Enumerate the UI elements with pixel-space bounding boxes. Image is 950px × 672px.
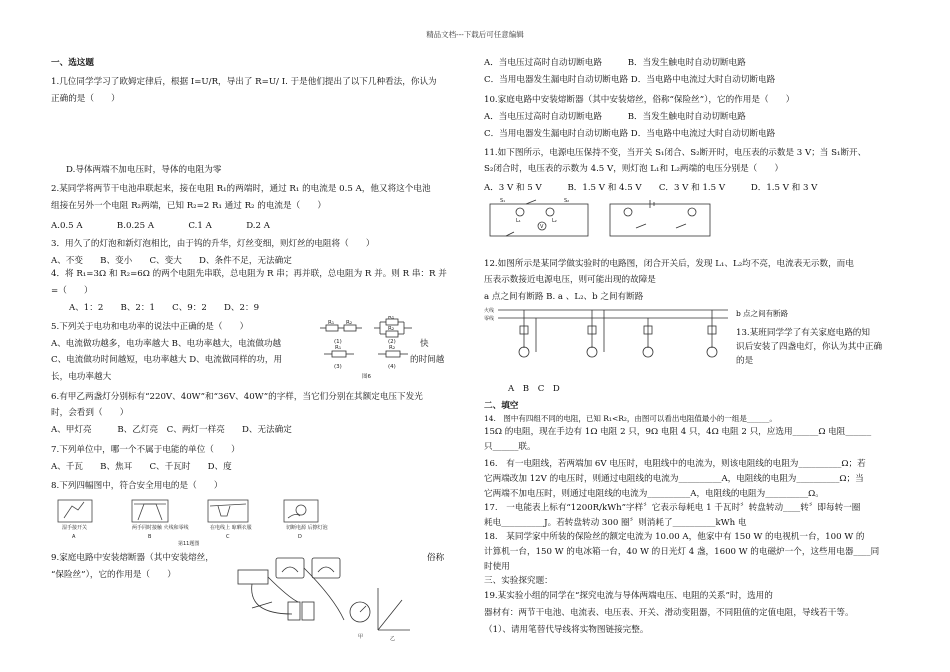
question-4-text-2: =（ ） (51, 286, 93, 296)
live-wire-label: 火线 (484, 308, 495, 314)
resistor-label: R₂ (389, 345, 396, 351)
question-9-text: 9.家庭电路中安装熔断器（其中安装熔丝， (51, 553, 214, 563)
question-7-text: 7.下列单位中，哪一个不属于电能的单位（ ） (51, 445, 240, 455)
question-3-options: A、不变 B、变小 C、变大 D、条件不足，无法确定 (51, 256, 292, 266)
safety-caption: 切断电源 后擦灯泡 (286, 525, 328, 531)
safety-letter: D (298, 534, 302, 540)
question-9-text-end: 俗称 (427, 553, 445, 563)
circuit-label: L₂ (552, 218, 557, 224)
safety-figure-caption: 第11题图 (178, 541, 200, 546)
question-4-text: 4．将 R₁=3Ω 和 R₂=6Ω 的两个电阻先串联，总电阻为 R 串；再并联，总电阻为 R 并。则 R 串：R 并 (51, 269, 447, 279)
resistor-label: R₂ (346, 320, 353, 326)
question-10-option-ab: A．当电压过高时自动切断电路 B．当发生触电时自动切断电路 (484, 112, 746, 122)
safety-caption: 湿手接开关 (62, 525, 88, 531)
safety-letter: B (148, 534, 152, 540)
question-5-option-d-end: 长，电功率越大 (51, 372, 112, 382)
apparatus-figure (232, 548, 418, 644)
question-2-text: 2.某同学将两节干电池串联起来，接在电阻 R₁的两端时，通过 R₁ 的电流是 0.5 A，他又将这个电池 (51, 184, 431, 194)
question-5-option-ab-end: 快 (420, 339, 429, 349)
question-6-text: 6.有甲乙两盏灯分别标有“220V、40W”和“36V、40W”的字样，当它们分别在其额定电压下发光 (51, 392, 423, 402)
circuit-label: S₁ (500, 198, 506, 204)
figure-sub-label: (1) (334, 339, 342, 345)
safety-caption: 在电线上 晾晒衣服 (210, 525, 252, 531)
question-1-text: 1.几位同学学习了欧姆定律后，根据 I=U/R，导出了 R=U/ I. 于是他们提出了以下几种看法，你认为 (51, 77, 437, 87)
question-1-text-2: 正确的是（ ） (51, 94, 120, 104)
question-10-option-cd: C．当用电器发生漏电时自动切断电路 D．当电路中电流过大时自动切断电路 (484, 129, 776, 139)
question-5-option-cd-end: 的时间越 (410, 355, 445, 365)
question-18-text: 18. 某同学家中所装的保险丝的额定电流为 10.00 A，他家中有 150 W 的电视机一台，100 W 的 (484, 532, 865, 542)
resistor-label: R₁ (328, 320, 335, 326)
question-19-text-2: 器材有：两节干电池、电流表、电压表、开关、滑动变阻器，不同阻值的定值电阻，导线若干等。 (484, 608, 854, 618)
question-12-option-b: b 点之间有断路 (736, 309, 789, 318)
question-6-options: A、甲灯亮 B、乙灯亮 C、两灯一样亮 D、无法确定 (51, 425, 292, 435)
question-2-options: A.0.5 A B.0.25 A C.1 A D.2 A (51, 221, 270, 231)
safety-pictures (52, 496, 342, 546)
question-11-options: A．3 V 和 5 V B．1.5 V 和 4.5 V C．3 V 和 1.5 V D．1.5 V 和 3 V (484, 183, 818, 193)
question-5-text: 5.下列关于电功和电功率的说法中正确的是（ ） (51, 322, 249, 332)
neutral-wire-label: 零线 (484, 316, 495, 322)
section-fill-title: 二、填空 (484, 401, 519, 411)
question-2-text-2: 组接在另外一个电阻 R₂两端，已知 R₂=2 R₁ 通过 R₂ 的电流是（ ） (51, 201, 326, 211)
question-3-text: 3．用久了的灯泡和新灯泡相比，由于钨的升华，灯丝变细，则灯丝的电阻将（ ） (51, 239, 375, 249)
question-9-text-2: “保险丝”），它的作用是（ ） (51, 570, 176, 580)
question-4-options: A、1：2 B、2：1 C、9：2 D、2：9 (69, 303, 260, 313)
page-header: 精品文档---下载后可任意编辑 (426, 30, 524, 39)
safety-caption: 两手同时接触 火线和零线 (132, 525, 189, 531)
safety-letter: A (72, 534, 76, 540)
question-5-option-cd: C、电流做功时间越短，电功率越大 D、电流做同样的功，用 (51, 355, 283, 365)
figure-sub-label: (2) (388, 339, 396, 345)
question-13-text-3: 的是 (736, 356, 754, 366)
question-16-text-2: 它两端改加 12V 的电压时，则通过电阻线的电流为__________A，电阻线的电阻为__________Ω；当 (484, 474, 864, 484)
question-11-text-2: S₂闭合时，电压表的示数为 4.5 V，则灯泡 L₁和 L₂两端的电压分别是（ ） (484, 164, 784, 174)
question-15-text: 15Ω 的电阻，现在手边有 1Ω 电阻 2 只，9Ω 电阻 4 只，4Ω 电阻 2 只，应选用______Ω 电阻______ (484, 427, 872, 437)
figure-caption: 图6 (362, 374, 371, 380)
apparatus-label: 乙 (390, 636, 396, 642)
resistor-label: R₂ (388, 326, 395, 332)
circuit-label: V (540, 224, 544, 230)
question-8-text: 8.下列四幅图中，符合安全用电的是（ ） (51, 481, 223, 491)
circuit-figure-right (606, 198, 718, 242)
question-14-text: 14. 图中有四组不同的电阻，已知 R₁<R₂，由图可以看出电阻值最小的一组是______。 (484, 414, 777, 423)
question-11-text: 11.如下图所示，电源电压保持不变，当开关 S₁闭合、S₂断开时，电压表的示数是 3 V；当 S₁断开、 (484, 148, 867, 158)
question-17-text: 17. 一电能表上标有“1200R/kWh”字样〞它表示每耗电 1 千瓦时〞转盘转动____转〞即每转一圈 (484, 503, 861, 513)
question-13-text: 13.某班同学学了有关家庭电路的知 (736, 328, 870, 338)
question-12-options: a 点之间有断路 B. a 、L₂、b 之间有断路 (484, 292, 644, 302)
question-12-text-2: 压表示数接近电源电压，则可能出现的故障是 (484, 275, 656, 285)
question-10-text: 10.家庭电路中安装熔断器（其中安装熔丝，俗称“保险丝”），它的作用是（ ） (484, 95, 795, 105)
question-19-subquestion-1: （1）、请用笔替代导线将实物图链接完整。 (484, 625, 649, 635)
question-13-options: A B C D (508, 384, 560, 394)
circuit-figure-left (486, 198, 596, 242)
question-6-text-2: 时，会看到（ ） (51, 408, 129, 418)
circuit-label: S₂ (564, 198, 570, 204)
resistor-groups-figure (318, 316, 416, 382)
household-wiring-figure (484, 304, 730, 368)
figure-sub-label: (4) (388, 364, 396, 370)
question-19-text: 19.某实验小组的同学在“探究电流与导体两端电压、电阻的关系”时，选用的 (484, 591, 773, 601)
circuit-label: L₁ (516, 218, 521, 224)
resistor-label: R₁ (335, 345, 342, 351)
question-18-text-2: 计算机一台，150 W 的电冰箱一台，40 W 的日光灯 4 盏，1600 W 的电磁炉一个，这些用电器____同 (484, 547, 880, 557)
question-16-text: 16. 有一电阻线，若两端加 6V 电压时，电阻线中的电流为，则该电阻线的电阻为__________Ω；若 (484, 459, 866, 469)
question-17-text-2: 耗电__________J。若转盘转动 300 圈〞则消耗了__________kWh 电 (484, 518, 747, 528)
safety-letter: C (226, 534, 230, 540)
right-option-ab: A．当电压过高时自动切断电路 B．当发生触电时自动切断电路 (484, 58, 746, 68)
resistor-label: R₁ (388, 316, 395, 321)
figure-sub-label: (3) (334, 364, 342, 370)
question-13-text-2: 识后安装了四盏电灯，你认为其中正确 (736, 342, 883, 352)
apparatus-label: 甲 (358, 634, 364, 640)
question-18-text-3: 时使用 (484, 562, 510, 572)
question-16-text-3: 它两端不加电压时，则通过电阻线的电流为__________A，电阻线的电阻为__________Ω。 (484, 489, 824, 499)
right-option-cd: C．当用电器发生漏电时自动切断电路 D．当电路中电流过大时自动切断电路 (484, 75, 776, 85)
question-7-options: A、千瓦 B、焦耳 C、千瓦时 D、度 (51, 462, 232, 472)
question-5-option-ab: A、电流做功越多，电功率越大 B、电功率越大，电流做功越 (51, 339, 282, 349)
question-12-text: 12.如图所示是某同学做实验时的电路图，闭合开关后，发现 L₁、L₂均不亮，电流表无示数，而电 (484, 259, 854, 269)
question-15-text-2: 只______联。 (484, 442, 536, 452)
question-1-option-d: D.导体两端不加电压时，导体的电阻为零 (66, 165, 222, 175)
section-choice-title: 一、选这题 (51, 58, 94, 68)
section-experiment-title: 三、实验探究题： (484, 576, 553, 586)
